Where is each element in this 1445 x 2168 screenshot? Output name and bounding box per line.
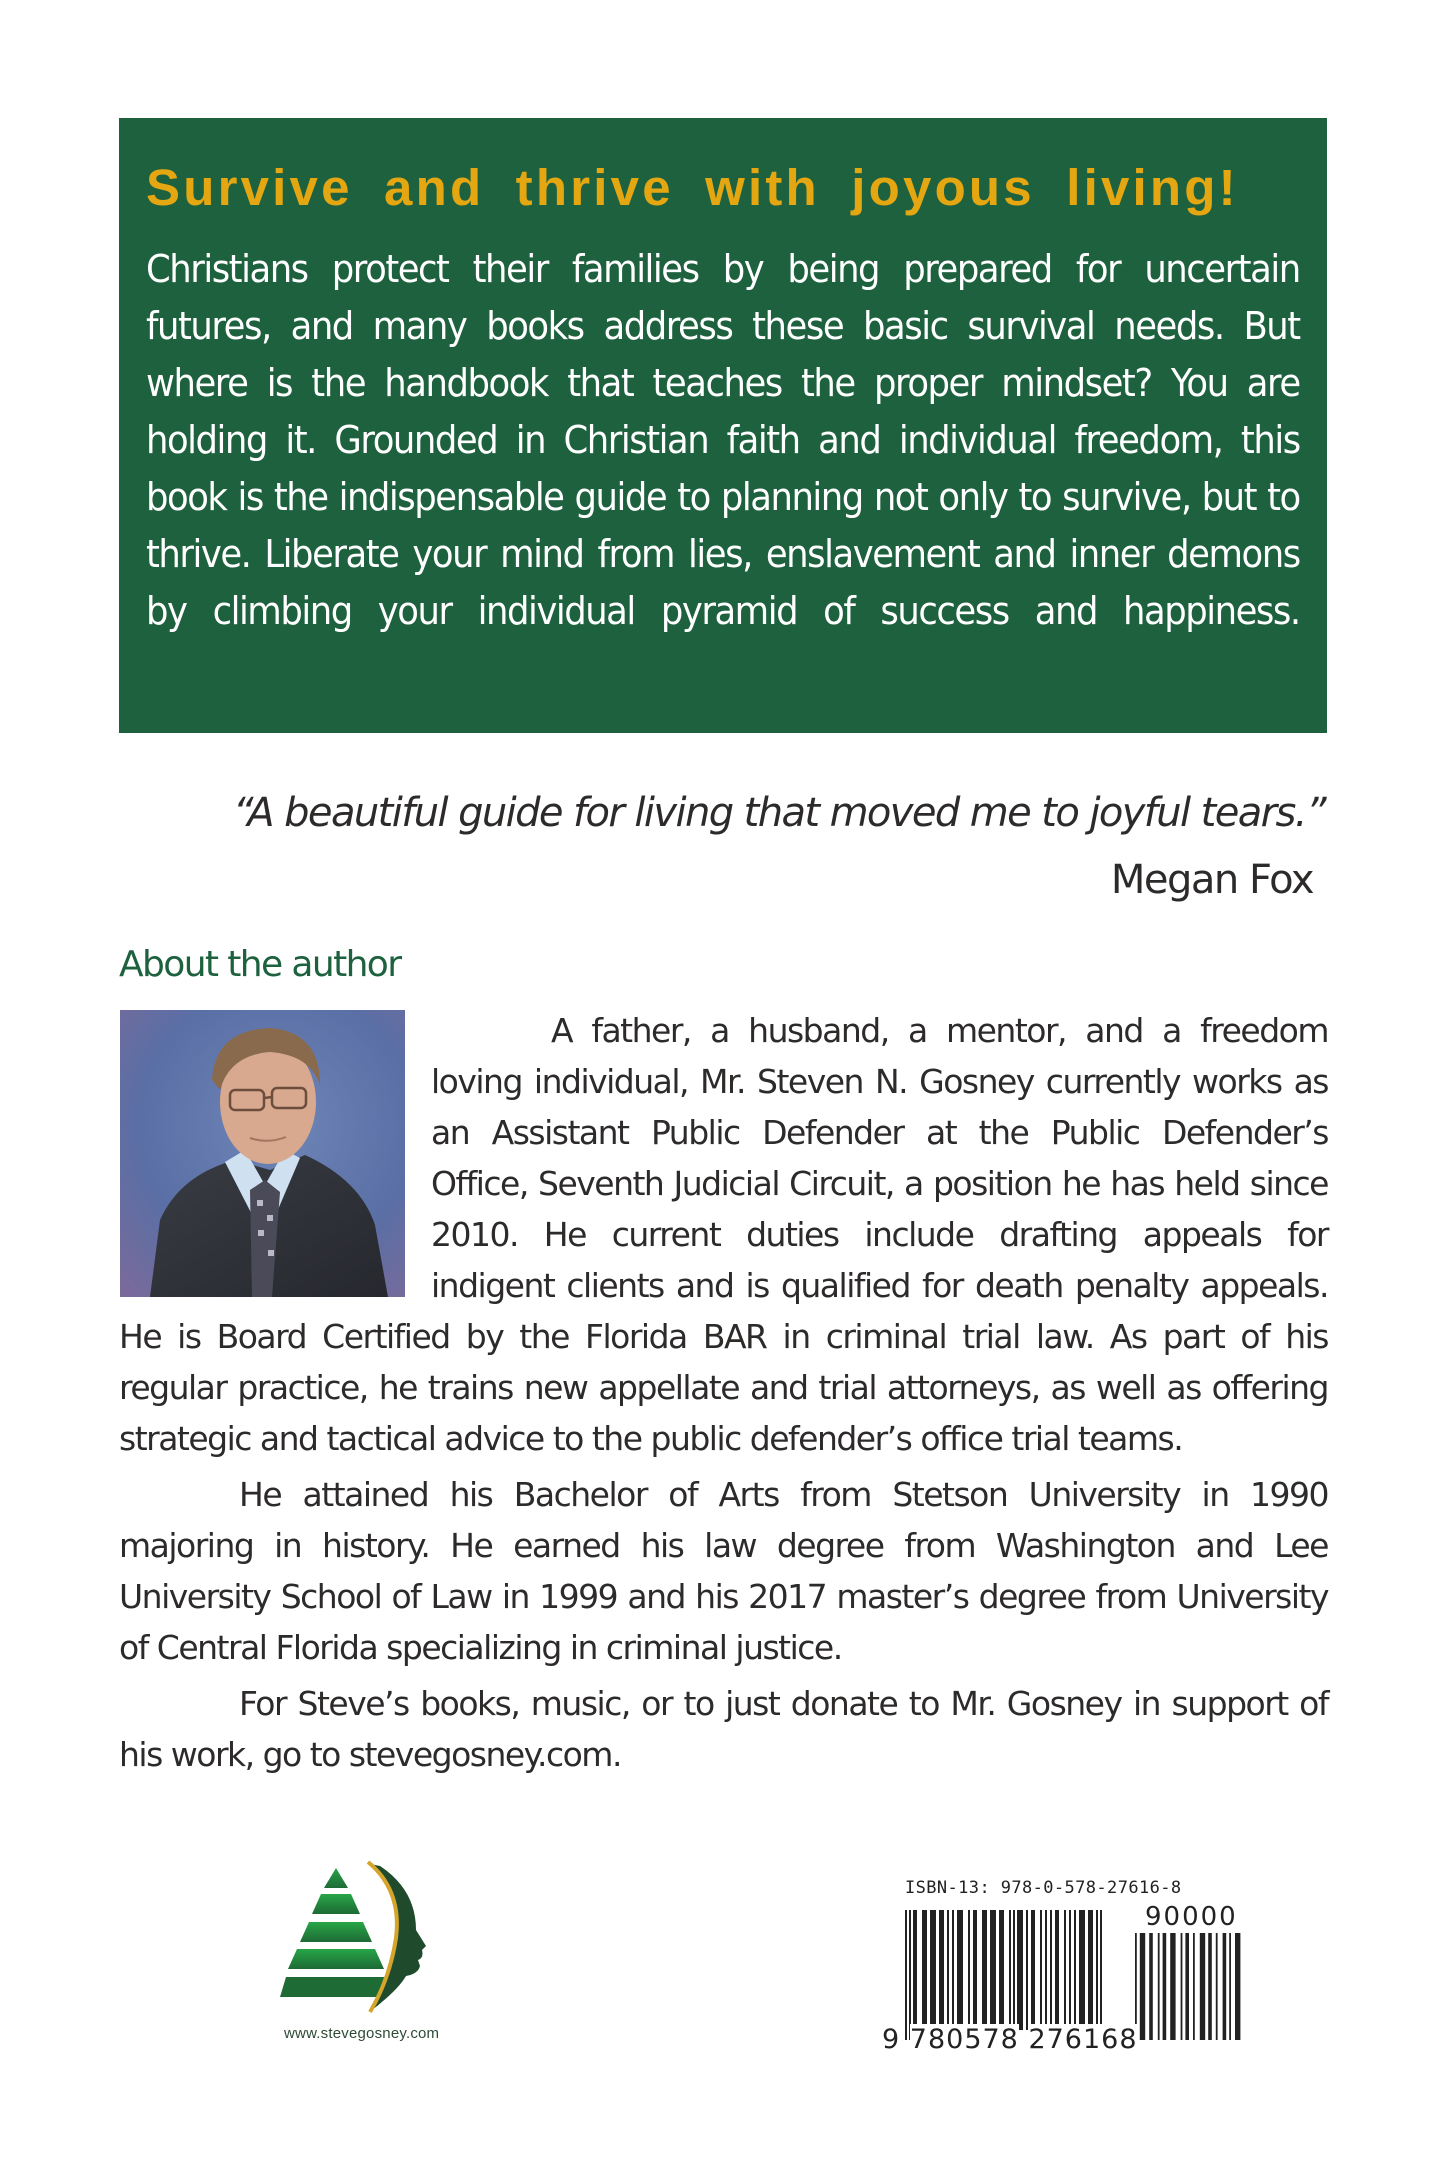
barcode-bar [909, 1910, 911, 2040]
barcode-bar [1223, 1933, 1227, 2040]
barcode-bar [1140, 1933, 1145, 2040]
barcode-bar [1216, 1933, 1218, 2040]
blurb-headline: Survive and thrive with joyous living! [146, 159, 1239, 216]
barcode-bar [1170, 1933, 1175, 2040]
barcode-bar [1158, 1933, 1160, 2040]
barcode-bar [957, 1910, 963, 2030]
barcode-bar [1013, 1910, 1015, 2040]
barcode-bar [1017, 1910, 1023, 2030]
barcode-bar [1031, 1910, 1035, 2030]
bio-paragraph: He attained his Bachelor of Arts from Stetson University in 1990 majoring in history. He earned his law degree from Washington and Lee University School of Law in 1999 and his 2017 master’s degree from University of Central Florida specializing in criminal justice. [119, 1475, 1328, 1667]
barcode-bar [990, 1910, 996, 2030]
barcode-bar [1235, 1933, 1240, 2040]
barcode-bar [999, 1910, 1004, 2030]
barcode-bar [1100, 1910, 1102, 2040]
about-author-heading: About the author [119, 944, 401, 985]
barcode-bar [1096, 1910, 1098, 2040]
ean-group-2: 276168 [1028, 2024, 1138, 2055]
barcode-bar [1055, 1910, 1059, 2030]
isbn-barcode [860, 1878, 1320, 2058]
barcode-bar [952, 1910, 954, 2030]
bio-paragraph: For Steve’s books, music, or to just donate to Mr. Gosney in support of his work, go to stevegosney.com. [119, 1684, 1328, 1774]
bio-paragraph: A father, a husband, a mentor, and a freedom loving individual, Mr. Steven N. Gosney currently works as an Assistant Public Defender at the Public Defender’s Office, Seventh Judicial Circuit, a position he has held since 2010. He current duties include drafting appeals for indigent clients and is qualified for death penalty appeals. He is Board Certified by the Florida BAR in criminal trial law. As part of his regular practice, he trains new appellate and trial attorneys, as well as offering strategic and tactical advice to the public defender’s office trial teams. [119, 1011, 1328, 1458]
isbn-label: ISBN-13: 978-0-578-27616-8 [905, 1878, 1182, 1898]
barcode-bar [913, 1910, 917, 2030]
logo-website-url: www.stevegosney.com [284, 2025, 440, 2042]
barcode-bar [1088, 1910, 1093, 2030]
barcode-addon-number: 90000 [1145, 1902, 1238, 1932]
ean-first-digit: 9 [882, 2024, 901, 2055]
barcode-bar [947, 1910, 949, 2030]
testimonial-author: Megan Fox [1110, 857, 1313, 903]
barcode-bar [1208, 1933, 1212, 2040]
blurb-box [119, 118, 1327, 733]
ean-group-1: 780578 [909, 2024, 1019, 2055]
author-photo [120, 1010, 405, 1297]
barcode-bar [1069, 1910, 1071, 2030]
barcode-bar [1181, 1933, 1183, 2040]
barcode-bar [1193, 1933, 1195, 2040]
barcode-bar [905, 1910, 907, 2040]
barcode-bar [1229, 1933, 1231, 2040]
testimonial-quote: “A beautiful guide for living that moved me to joyful tears.” [232, 790, 1325, 836]
barcode-bar [973, 1910, 977, 2030]
blurb-body: Christians protect their families by being prepared for uncertain futures, and many books address these basic survival needs. But where is the handbook that teaches the proper mindset? You are holding it. Grounded in Christian faith and individual freedom, this book is the indispensable guide to planning not only to survive, but to thrive. Liberate your mind from lies, enslavement and inner demons by climbing your individual pyramid of success and happiness. [146, 247, 1300, 634]
barcode-bar [1163, 1933, 1167, 2040]
barcode-bar [1050, 1910, 1052, 2030]
barcode-bar [1074, 1910, 1076, 2030]
barcode-bar [1079, 1910, 1085, 2030]
barcode-ean-digits [882, 2024, 1138, 2055]
pyramid-logo-icon [280, 1850, 480, 2020]
barcode-bar [1045, 1910, 1047, 2030]
barcode-bar [1185, 1933, 1189, 2040]
barcode-bar [939, 1910, 944, 2030]
author-portrait-image [120, 1010, 405, 1297]
barcode-bar [1149, 1933, 1153, 2040]
barcode-bar [930, 1910, 936, 2030]
barcode-bar [968, 1910, 970, 2030]
barcode-bar [1040, 1910, 1042, 2030]
barcode-bar [922, 1910, 927, 2030]
pyramid-head-logo [280, 1850, 480, 2020]
barcode-bar [1200, 1933, 1205, 2040]
barcode-bar [1026, 1910, 1028, 2030]
barcode-bar [982, 1910, 987, 2030]
barcode-bar [1009, 1910, 1011, 2040]
barcode-bar [1064, 1910, 1066, 2030]
